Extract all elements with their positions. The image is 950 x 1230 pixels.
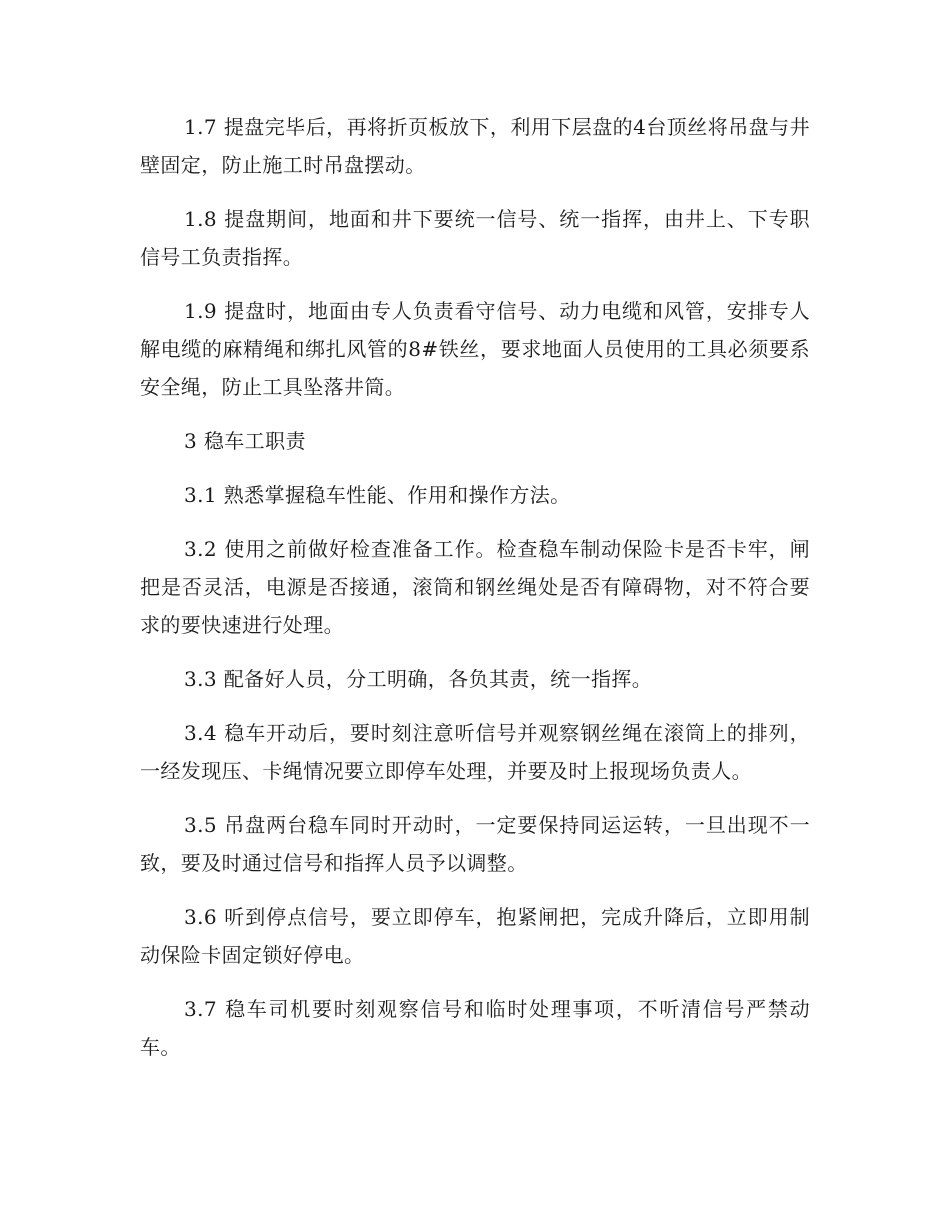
paragraph-3-6: 3.6 听到停点信号，要立即停车，抱紧闸把，完成升降后，立即用制动保险卡固定锁好停电。 — [140, 905, 810, 967]
paragraph-1-7: 1.7 提盘完毕后，再将折页板放下，利用下层盘的4台顶丝将吊盘与井壁固定，防止施工时吊盘摆动。 — [140, 115, 810, 177]
paragraph-1-9: 1.9 提盘时，地面由专人负责看守信号、动力电缆和风管，安排专人解电缆的麻精绳和绑扎风管的8#铁丝，要求地面人员使用的工具必须要系安全绳，防止工具坠落井筒。 — [140, 299, 810, 399]
paragraph-3-5: 3.5 吊盘两台稳车同时开动时，一定要保持同运运转，一旦出现不一致，要及时通过信号和指挥人员予以调整。 — [140, 813, 810, 875]
paragraph-1-8: 1.8 提盘期间，地面和井下要统一信号、统一指挥，由井上、下专职信号工负责指挥。 — [140, 207, 810, 269]
document-page — [140, 108, 810, 1082]
paragraph-3-3: 3.3 配备好人员，分工明确，各负其责，统一指挥。 — [184, 667, 653, 691]
section-heading-3: 3 稳车工职责 — [184, 429, 306, 453]
paragraph-3-2: 3.2 使用之前做好检查准备工作。检查稳车制动保险卡是否卡牢，闸把是否灵活，电源是否接通，滚筒和钢丝绳处是否有障碍物，对不符合要求的要快速进行处理。 — [140, 537, 810, 637]
paragraph-3-4: 3.4 稳车开动后，要时刻注意听信号并观察钢丝绳在滚筒上的排列，一经发现压、卡绳情况要立即停车处理，并要及时上报现场负责人。 — [140, 721, 810, 783]
paragraph-3-7: 3.7 稳车司机要时刻观察信号和临时处理事项，不听清信号严禁动车。 — [140, 997, 810, 1059]
paragraph-3-1: 3.1 熟悉掌握稳车性能、作用和操作方法。 — [184, 483, 571, 507]
